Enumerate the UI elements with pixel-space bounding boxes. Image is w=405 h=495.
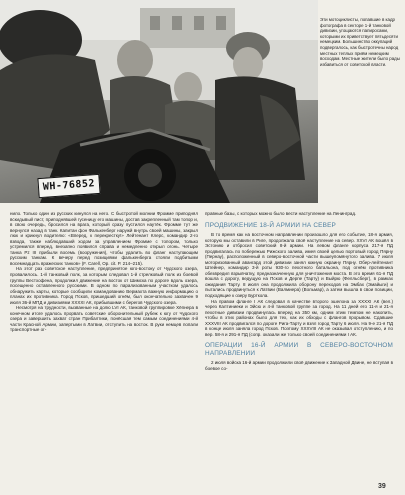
license-plate: WH-76852 [37, 174, 100, 198]
page-number: 39 [378, 483, 386, 490]
section-heading: ПРОДВИЖЕНИЕ 18-Й АРМИИ НА СЕВЕР [205, 221, 337, 229]
left-column [10, 211, 198, 333]
paragraph: Несмотря на трудности, вызванные на долю LVI АК, танковой группировке Хёпнера в конечном итоге удалось прорвать советские оборонительный рубеж к югу от Чудского озера и завершить захват стран Прибалтики, понёсшая тем самым соединениями 4-й части Красной Армии, запертыми в Латвии, отступить на восток. В руки немцев попали транспортные ог- [10, 305, 198, 333]
section-heading: ОПЕРАЦИИ 16-Й АРМИИ В СЕВЕРО-ВОСТОЧНОМ НАПРАВЛЕНИИ [205, 342, 393, 357]
paragraph: правные базы, с которых можно было вести наступление на Ленинград. [205, 211, 357, 216]
paragraph: нило. Только один из русских кинулся на него. С быстротой молнии Фромме приподнял вскидывый пист, приподнявшей гусеницу его машины, достав закрепленный там топор и, в свою очередь, бросился на врага, который сразу пустился наутёк. Фромме тут же вернулся назад в танк. Капитан фон Фалькенберг наружй внутрь своей машины, закрыл люк и крикнул водителю: «Вперед, к перекрестку!» Лейтенант Клерс, командир 2-го взвода, также наблюдавший ходом за управлением Фромме с топором, только устремился вперед, внезапно появился справа и немедленно открыл огонь. Четыре танка Pz III прибыли восемь (вооружения), чтобы удалить во фланг наступающим русским танкам. К вечеру перед позициями фалькенберга стояли подбитыми восемнадцать вражеских танков» (F. Carell, Op. cit. P. 214–215). [10, 211, 198, 266]
paragraph: На правом фланге I АК следовал в качестве второго эшелона за XXXXI АК (вел.) через Калтиниеки и Эйсю и 4-й танковой группе за город. На 11 дней его 11-я и 21-я пехотные дивизии продвинулась вперед на 350 км, одним этим темпом не накопить, чтобы в этих районах было для тех, как их обходы с флангов прорывом. Сдавшие XXXVIII АК продвигался по дороге Рига-Тарту и взял город Тарту 6 июля. На 9-е 21-я ПД в конце июля заняла город Псков. Поэтому XXXVIII АК не оказывал отступлению, и по вер. 58-я и 291-я ПД (сопр. оказали же только своей соединениями I АК. [205, 298, 393, 337]
paragraph: В то время как на восточном направлении произошло для его событие, 18-я армия, которую мы оставили в Риге, продолжала своё наступление на север. XXVI АК вошёл в Эстонию и отбросил советский 8-й армии. На левом фланге корпуса 217-я ПД продвигалась по побережью Рижского залива, имея своей целью портовый город Пярну (Пернау), расположенный в северо-восточной части вышеупомянутого залива. 7 июля моторизованный авангард этой дивизии занял южную окраину Пярну. Обер-лейтенант Штейнер, командир 3-й роты 930-го пехотного батальона, под огнём противника обезвредил взрывчатку, предназначенную для уничтожения моста. В это время 61-я ПД вошла с дорогу, ведущую на Псков и Дерпе (Тарту) и Выйрю (Фелльсберг), в рамках ожидания Тарту. 8 июля она продолжила оборону переходов на Эмбах (Эмайыги) и пытались продвинуться к Латвии (Валмиера) (Вольмар), а затем вышла в свои позиции, подходящие к озеру Бурткола. [205, 231, 393, 298]
photo-caption: Эти мотоциклисты, попавшие в кадр фотографа в секторе 1-й танковой дивизии, угощаются папиросами, которыми их приветствует пятьдесяти немецким. Большинство оккупаций подвергалось, как быстротечны народ местных теплых приём немецким восходам. Местные жители было рады избавиться от советской власти. [320, 17, 400, 67]
motorcycle-soldiers-illustration [0, 0, 318, 203]
photo [0, 0, 318, 203]
right-column [205, 211, 393, 371]
paragraph: На этот раз советское наступление, предпринятое юго-востоку от Чудского озера, провалилось. 1-й танковый полк, за которым следовал 1-й стрелковый полк из боевой группы Вестхофена, продолжил движение на восток от Шимска по дороге вдоль озера, посещенно оставленного русскими. В одном по парализованным участком удалось обнаружить карты, которые сообщили командованию Вермахта важную информацию о планах их противника. Город Псков, пришедший огнём, был окончательно захвачен 9 июля 36-й МПД и дивизиями XXXXI АК, прибывшими с берегов Чудского озера. [10, 266, 198, 305]
paragraph: 2 июля войска 16-й армии продолжили своё движение к Западной Двине, не вступая в боевое со- [205, 360, 393, 371]
